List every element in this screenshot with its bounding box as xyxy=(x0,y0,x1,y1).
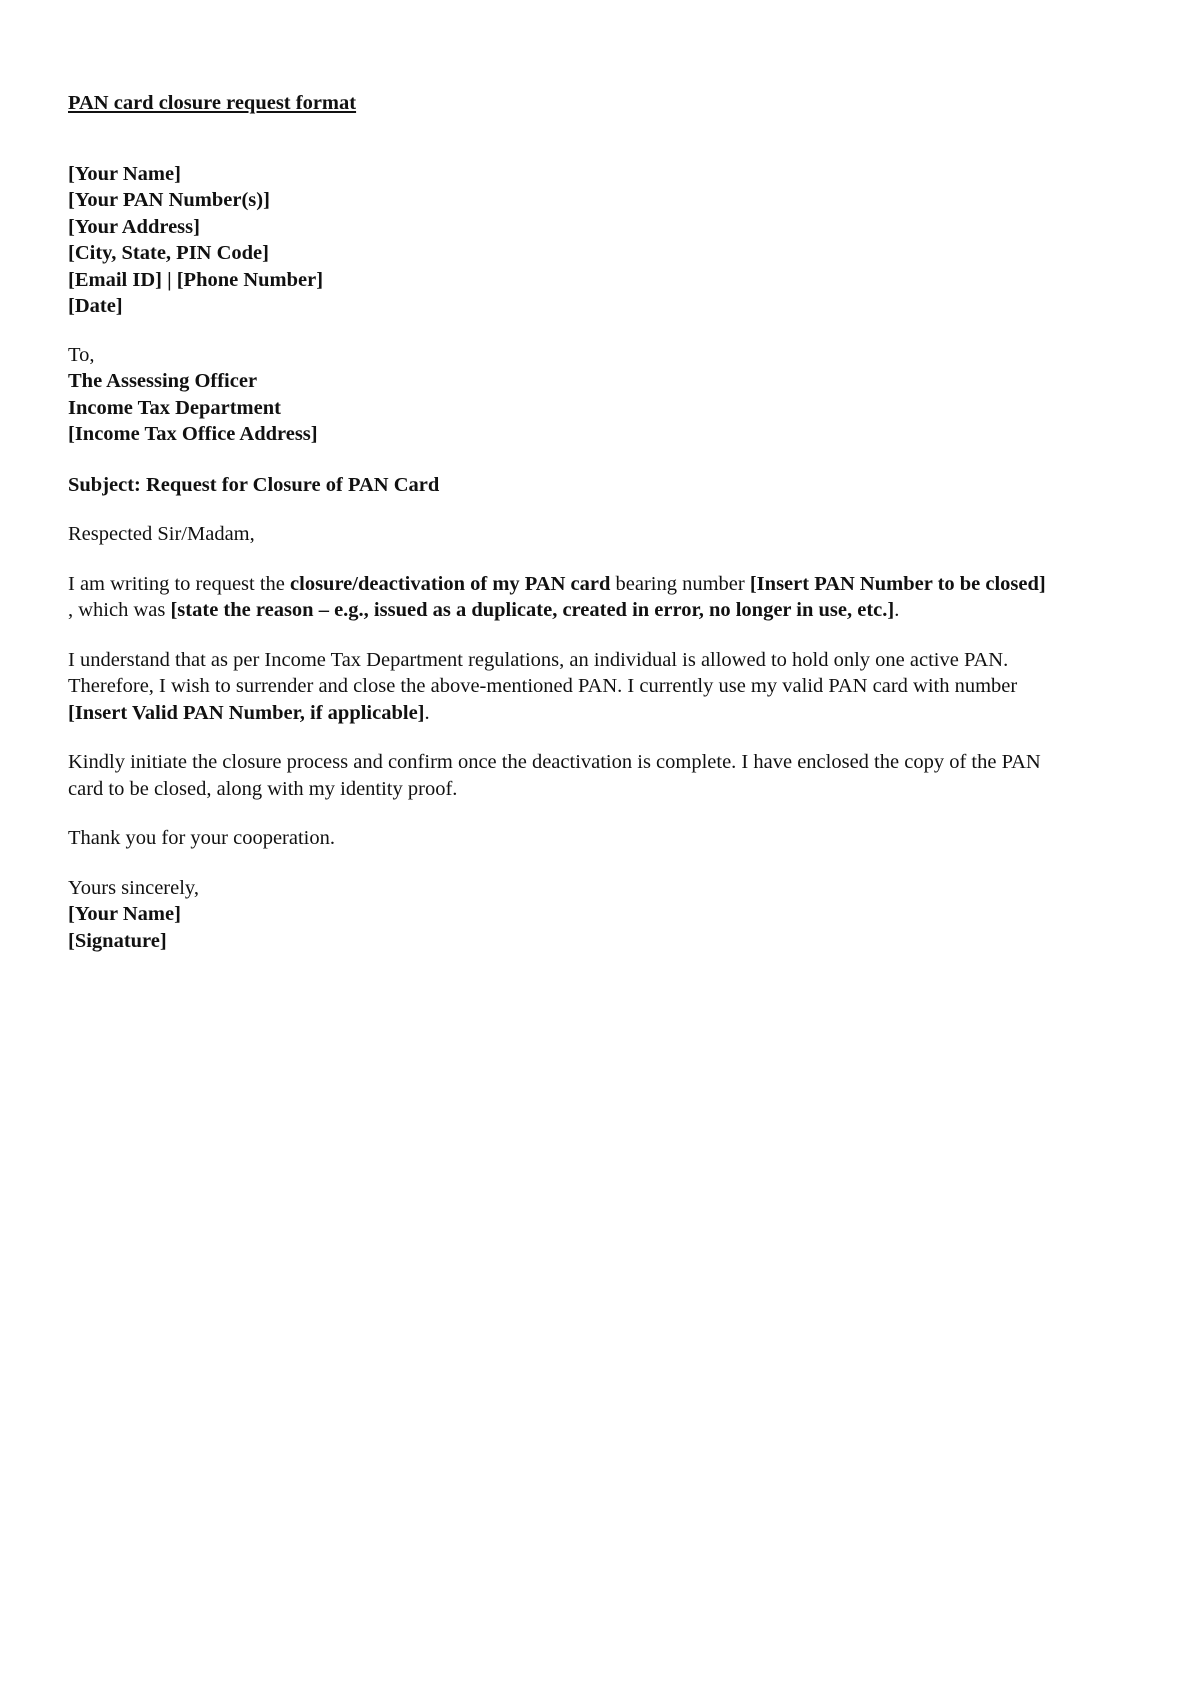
closing-signature: [Signature] xyxy=(68,929,167,952)
sender-block xyxy=(68,161,1128,320)
paragraph-closure-request-line1 xyxy=(68,571,1128,598)
subject-line: Subject: Request for Closure of PAN Card xyxy=(68,473,440,496)
paragraph-initiate-closure xyxy=(68,749,1128,802)
p3-line2: card to be closed, along with my identity proof. xyxy=(68,777,458,800)
sender-email-phone: [Email ID] | [Phone Number] xyxy=(68,268,324,291)
p1-text-1: I am writing to request the xyxy=(68,572,291,595)
p1-text-3: , which was xyxy=(68,599,171,621)
recipient-department: Income Tax Department xyxy=(68,396,281,419)
recipient-office-address: [Income Tax Office Address] xyxy=(68,423,318,445)
recipient-block xyxy=(68,342,1128,448)
p2-bold-valid-pan-placeholder: [Insert Valid PAN Number, if applicable] xyxy=(68,701,425,724)
p2-line1: I understand that as per Income Tax Department regulations, an individual is allowed to hold only one active PAN. xyxy=(68,648,1009,671)
closing-block xyxy=(68,875,1128,955)
salutation: Respected Sir/Madam, xyxy=(68,523,255,545)
p1-text-4: . xyxy=(894,599,900,621)
closing-name: [Your Name] xyxy=(68,903,181,925)
paragraph-regulations xyxy=(68,647,1128,727)
sender-city-state-pin: [City, State, PIN Code] xyxy=(68,242,269,264)
p1-bold-pan-placeholder: [Insert PAN Number to be closed] xyxy=(749,572,1046,595)
to-label: To, xyxy=(68,343,95,366)
sign-off: Yours sincerely, xyxy=(68,876,199,899)
p1-bold-closure: closure/deactivation of my PAN card xyxy=(290,572,611,595)
p2-line3 xyxy=(68,700,1128,727)
paragraph-closure-request xyxy=(68,571,1128,624)
p3-line1: Kindly initiate the closure process and confirm once the deactivation is complete. I have enclosed the copy of the PAN xyxy=(68,751,1041,773)
letter-page xyxy=(68,90,1128,954)
sender-date: [Date] xyxy=(68,295,123,317)
sender-name: [Your Name] xyxy=(68,162,181,185)
p1-text-2: bearing number xyxy=(610,572,750,595)
p2-line2: Therefore, I wish to surrender and close the above-mentioned PAN. I currently use my valid PAN card with number xyxy=(68,675,1018,697)
sender-address: [Your Address] xyxy=(68,215,200,238)
paragraph-closure-request-line2 xyxy=(68,597,1128,624)
document-title: PAN card closure request format xyxy=(68,92,357,114)
thanks-line: Thank you for your cooperation. xyxy=(68,827,335,849)
p2-text-end: . xyxy=(424,701,430,724)
sender-pan-numbers: [Your PAN Number(s)] xyxy=(68,189,270,211)
recipient-officer: The Assessing Officer xyxy=(68,370,258,392)
p1-bold-reason-placeholder: [state the reason – e.g., issued as a duplicate, created in error, no longer in use, etc.] xyxy=(170,599,895,621)
